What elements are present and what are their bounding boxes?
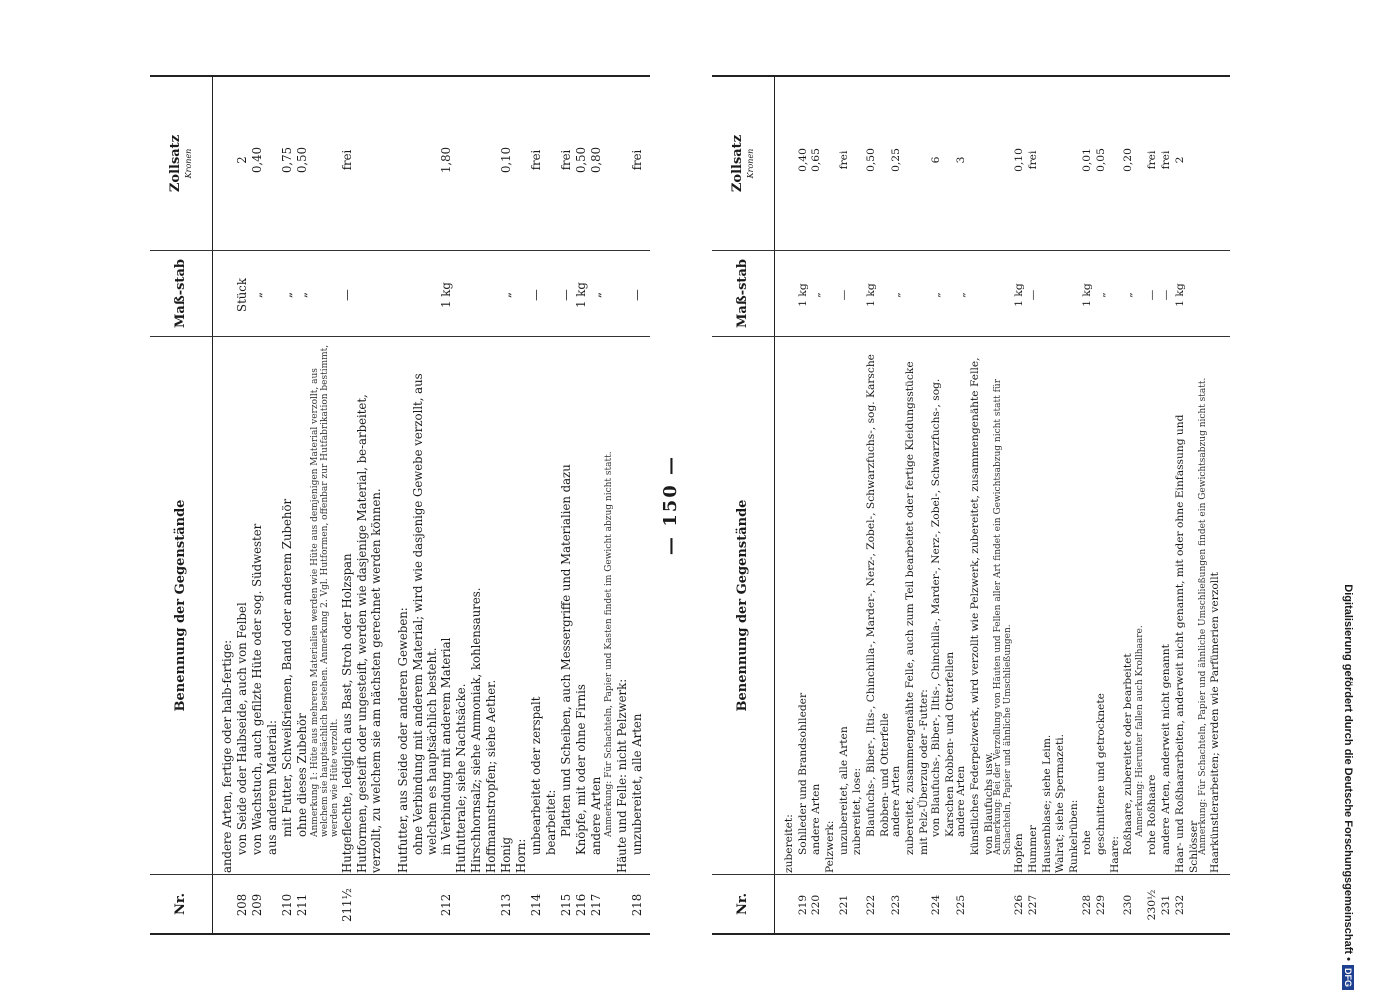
row-duty-rate: frei [339,149,354,171]
row-mass-unit: „ [498,291,513,299]
row-number: 231 [1158,894,1172,916]
row-duty-rate: 0,50 [863,148,877,172]
row-duty-rate: 0,80 [588,146,603,174]
header-zoll [150,77,212,251]
row-description: Haar- und Roßhaararbeiten, anderweit nicht genannt, mit oder ohne Einfassung und Schlösser [1172,414,1200,873]
table-row [1012,77,1026,933]
row-number: 230 [1121,894,1135,916]
row-number: 218 [630,893,645,917]
table-row [310,77,340,933]
row-description: in Verbindung mit anderem Material [439,637,454,855]
header-nr: Nr. [172,892,188,916]
table-row [1053,77,1067,933]
row-description: Hoffmannstropfen; siehe Aether. [483,679,498,873]
row-description: andere Arten, fertige oder halb-fertige: [220,639,234,873]
row-duty-rate: frei [630,149,645,171]
table-row [889,77,903,933]
row-mass-unit: Stück [234,278,249,312]
table-row [220,77,235,933]
row-description: mit Futter, Schweißriemen, Band oder anderem Zubehör [279,498,294,837]
row-description: unzubereitet, alle Arten [630,713,645,855]
tariff-table-upper [150,75,650,935]
tariff-table-lower [712,75,1230,935]
row-description: Hutgeflechte, lediglich aus Bast, Stroh oder Holzspan [339,553,354,873]
row-description: Hummer [1025,825,1039,873]
row-number: 217 [588,893,603,917]
table-row [411,77,439,933]
row-mass-unit: — [836,289,850,301]
table-row [1121,77,1135,933]
row-description: künstliches Federpelzwerk, wird verzollt wie Pelzwerk, zubereitet, zusammengenähte Felle, von Blaufuchs usw. [967,357,995,855]
header-desc: Benennung der Gegenstände [712,337,774,875]
row-duty-rate: 0,65 [809,148,823,172]
row-duty-rate: 0,25 [889,148,903,172]
row-mass-unit: 1 kg [1080,283,1094,307]
table-row [864,77,890,933]
row-description: Hopfen [1012,833,1026,873]
row-mass-unit: 1 kg [795,283,809,307]
row-description: Hausenblase; siehe Leim. [1039,734,1053,873]
table-row [796,77,810,933]
header-mass: Maß-stab [712,251,774,337]
row-description: aus anderem Material: [264,720,279,855]
row-duty-rate: frei [1158,150,1172,170]
row-number: 219 [795,894,809,916]
row-description: andere Arten [588,776,603,855]
row-number: 208 [234,893,249,917]
table-row [1159,77,1173,933]
row-description: Hutfutter, aus Seide oder anderen Geweben: [395,607,410,873]
row-mass-unit: „ [279,291,294,299]
table-row [340,77,355,933]
row-description: Horn: [513,838,528,873]
table-row [280,77,295,933]
table-row [295,77,310,933]
table-row [604,77,615,933]
table-row [1080,77,1094,933]
row-note: Anmerkung: Für Schachteln, Papier und ähnliche Umschließungen findet ein Gewichtsabzug nicht statt. [1198,377,1209,855]
row-number: 226 [1012,894,1026,916]
row-description: andere Arten [889,765,903,837]
table-header [150,77,213,933]
row-duty-rate: 2 [234,156,249,164]
row-description: unzubereitet, alle Arten [836,726,850,855]
row-description: Walrat; siehe Spermazeti. [1053,733,1067,873]
row-duty-rate: 0,10 [498,146,513,174]
row-mass-unit: — [630,289,645,301]
table-row [574,77,589,933]
header-zoll-label: Zollsatz [729,134,745,193]
row-duty-rate: 1,80 [439,146,454,174]
table-row [589,77,604,933]
header-zoll [712,77,774,251]
row-number: 210 [279,893,294,917]
row-mass-unit: — [339,289,354,301]
table-row [1108,77,1122,933]
row-description: Haare: [1107,836,1121,873]
row-duty-rate: 2 [1172,156,1186,164]
table-row [529,77,544,933]
table-row [968,77,994,933]
row-mass-unit: „ [588,291,603,299]
row-number: 229 [1094,894,1108,916]
row-mass-unit: — [558,289,573,301]
row-description: Honig [498,837,513,873]
row-mass-unit: 1 kg [439,282,454,308]
row-mass-unit: — [1158,289,1172,301]
row-mass-unit: „ [889,292,903,298]
header-mass: Maß-stab [150,251,212,337]
header-desc: Benennung der Gegenstände [150,337,212,875]
digitization-credit [1340,10,1380,990]
row-number: 221 [836,894,850,916]
dfg-logo: DFG [1342,965,1354,990]
row-duty-rate: 0,20 [1121,148,1135,172]
row-mass-unit: 1 kg [1172,283,1186,307]
table-row [809,77,823,933]
table-row [499,77,514,933]
row-description: andere Arten [954,765,968,837]
row-description: von Wachstuch, auch gefilzte Hüte oder sog. Südwester [249,523,264,855]
row-number: 224 [928,894,942,916]
row-description: rohe [1080,830,1094,855]
row-description: zubereitet, lose: [850,767,864,855]
row-description: Hirschhornsalz; siehe Ammoniak, kohlensaures. [469,587,483,873]
row-description: ohne Verbindung mit anderem Material; wird wie dasjenige Gewebe verzollt, aus welchem es hauptsächlich besteht. [410,373,439,855]
row-description: Sohlleder und Brandsohlleder [795,692,809,855]
credit-strip [1328,10,1368,990]
row-mass-unit: 1 kg [863,283,877,307]
row-number: 232 [1172,894,1186,916]
row-description: zubereitet: [782,814,795,873]
row-mass-unit: „ [928,292,942,298]
row-duty-rate: 0,50 [573,146,588,174]
table-row [544,77,559,933]
row-number: 211 [294,893,309,917]
page-number: — 150 — [660,454,681,556]
table-row [1094,77,1108,933]
row-mass-unit: „ [1094,292,1108,298]
table-row [615,77,630,933]
row-mass-unit: „ [294,291,309,299]
table-row [782,77,796,933]
table-row [954,77,968,933]
row-duty-rate: 0,40 [795,148,809,172]
table-row [514,77,529,933]
row-duty-rate: 0,10 [1012,148,1026,172]
row-description: zubereitet, zusammengenähte Felle, auch zum Teil bearbeitet oder fertige Kleidungsstücke mit Pelz-Überzug oder -Futter: [903,361,931,855]
table-row [484,77,499,933]
row-number: 227 [1025,894,1039,916]
row-number: 214 [528,893,543,917]
table-row [993,77,1012,933]
row-number: 222 [863,894,877,916]
table-row [454,77,469,933]
row-duty-rate: frei [1025,150,1039,170]
header-zoll-label: Zollsatz [167,134,183,193]
row-description: geschnittene und getrocknete [1094,693,1108,855]
row-description: Pelzwerk: [822,820,836,873]
table-row [1173,77,1199,933]
row-duty-rate: 0,01 [1080,148,1094,172]
row-note: Anmerkung 1: Hüte aus mehreren Materialien werden wie Hüte aus demjenigen Material verzollt, aus welchem sie hauptsächlich bestehen. Anmerkung 2. Vgl. Hutformen, offenbar zur Hutfabrikation bestimmt, werden wie Hüte verzollt. [309,344,340,837]
row-description: Blaufuchs-, Biber-, Iltis-, Chinchilla-, Marder-, Nerz-, Zobel-, Schwarzfuchs-, sog. Karsche Robben- und Otterfelle [863,354,891,837]
table-row [903,77,929,933]
row-duty-rate: 6 [928,156,942,164]
row-duty-rate: 0,40 [249,146,264,174]
table-row [559,77,574,933]
table-row [630,77,645,933]
row-description: Hutformen, gesteift oder ungesteift, werden wie dasjenige Material, be-arbeitet, verzollt, zu welchem sie am nächsten gerechnet werden können. [354,394,383,873]
row-duty-rate: frei [528,149,543,171]
row-duty-rate: 3 [954,156,968,164]
row-description: Roßhaare, zubereitet oder bearbeitet [1121,653,1135,855]
table-row [1198,77,1208,933]
table-row [250,77,265,933]
row-mass-unit: 1 kg [573,282,588,308]
table-row [265,77,280,933]
rotated-page [140,75,1238,935]
row-number: 225 [954,894,968,916]
row-note: Anmerkung: Bei der Verzollung von Häuten und Fellen aller Art findet ein Gewichtsabzug nicht statt für Schachteln, Papier und ähnliche Umschließungen. [993,378,1014,855]
table-row [850,77,864,933]
row-note: Anmerkung: Hierunter fallen auch Krollhaare. [1135,625,1146,837]
row-description: Häute und Felle: nicht Pelzwerk: [615,678,630,873]
table-row [396,77,411,933]
row-number: 228 [1080,894,1094,916]
table-row [1145,77,1159,933]
table-row [823,77,837,933]
row-description: Platten und Scheiben, auch Messergriffe und Materialien dazu [558,464,573,837]
table-row [1135,77,1145,933]
row-description: Haarkünstlerarbeiten; werden wie Parfümerien verzollt [1208,572,1222,873]
row-duty-rate: frei [558,149,573,171]
row-number: 215 [558,893,573,917]
table-row [929,77,955,933]
table-row [355,77,396,933]
row-description: Runkelrüben: [1066,799,1080,873]
row-number: 212 [439,893,454,917]
row-mass-unit: „ [954,292,968,298]
table-row [1026,77,1040,933]
row-duty-rate: 0,05 [1094,148,1108,172]
row-mass-unit: „ [1121,292,1135,298]
header-nr: Nr. [734,892,750,916]
row-mass-unit: „ [249,291,264,299]
row-mass-unit: 1 kg [1012,283,1026,307]
table-row [1208,77,1222,933]
row-number: 220 [809,894,823,916]
table-row [1040,77,1054,933]
credit-text: Digitalisierung gefördert durch die Deutsche Forschungsgemeinschaft • [1342,584,1354,961]
row-description: andere Arten, anderweit nicht genannt [1158,644,1172,855]
tariff-sheet [140,75,1238,935]
table-row [837,77,851,933]
table-row [469,77,484,933]
row-number: 216 [573,893,588,917]
row-mass-unit: „ [809,292,823,298]
table-row [235,77,250,933]
row-duty-rate: frei [1145,150,1159,170]
row-duty-rate: frei [836,150,850,170]
row-description: andere Arten [809,783,823,855]
row-number: 223 [889,894,903,916]
row-duty-rate: 0,50 [294,146,309,174]
table-row [439,77,454,933]
row-description: von Seide oder Halbseide, auch von Felbel [234,602,249,855]
row-mass-unit: — [1145,289,1159,301]
row-description: von Blaufuchs-, Biber-, Iltis-, Chinchilla-, Marder-, Nerz-, Zobel-, Schwarzfuchs-, sog. Karschen Robben- und Otterfellen [928,378,956,837]
row-mass-unit: — [528,289,543,301]
header-zoll-unit: Kronen [183,148,193,179]
table-row [1067,77,1081,933]
row-description: Knöpfe, mit oder ohne Firnis [573,684,588,855]
row-note: Anmerkung: Für Schachteln, Papier und Kasten findet im Gewicht abzug nicht statt. [603,451,614,837]
row-number: 213 [498,893,513,917]
row-description: ohne dieses Zubehör [294,713,309,837]
row-number: 211½ [339,888,354,922]
table-header [712,77,775,933]
row-description: bearbeitet: [543,789,558,855]
row-description: unbearbeitet oder zerspalt [528,696,543,855]
row-mass-unit: — [1025,289,1039,301]
row-number: 209 [249,893,264,917]
row-duty-rate: 0,75 [279,146,294,174]
row-description: Hutfutterale; siehe Nachtsäcke. [454,683,469,873]
header-zoll-unit: Kronen [745,148,755,179]
row-description: rohe Roßhaare [1145,774,1159,855]
row-number: 230½ [1145,889,1159,921]
